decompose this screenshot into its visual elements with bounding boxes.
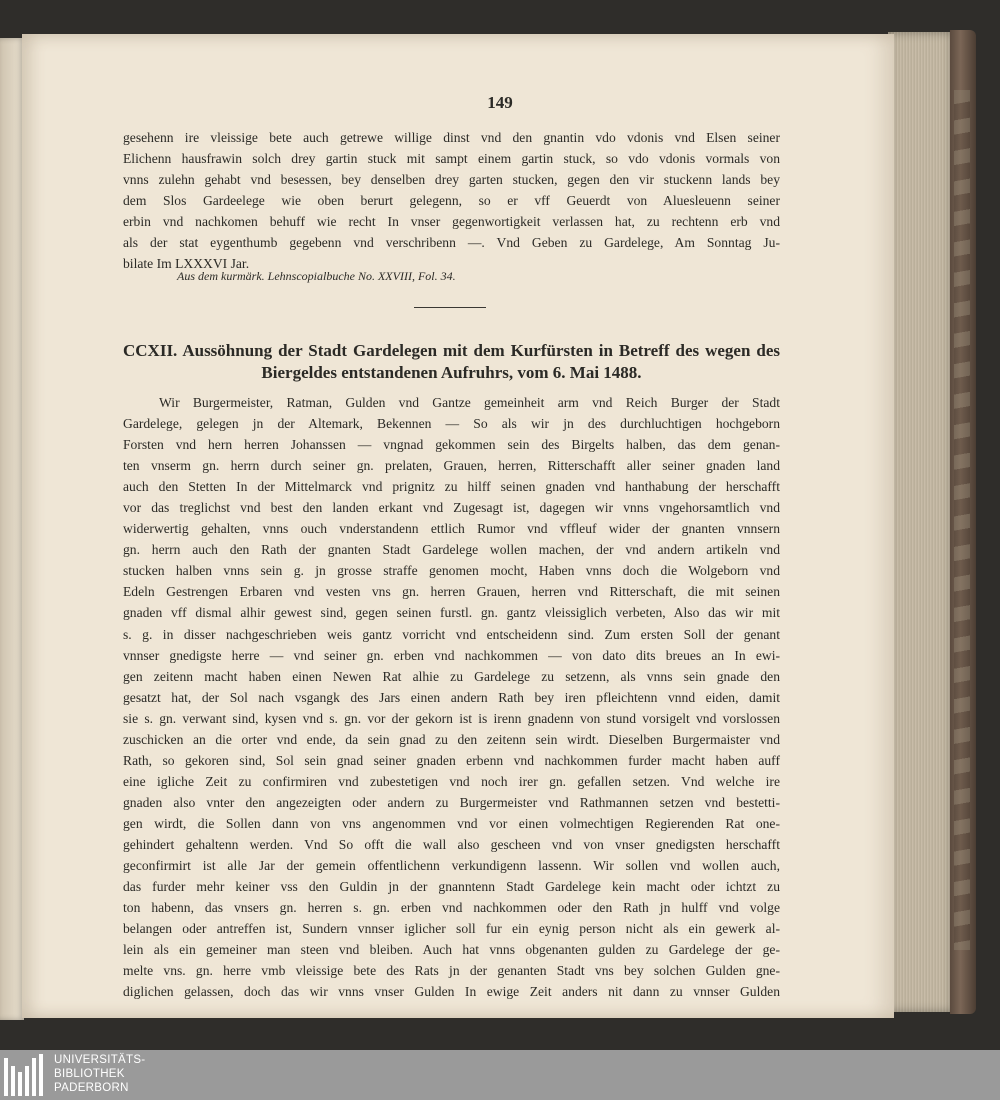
text-line: lein als ein gemeiner man steen vnd bleiben. Auch hat vnns obgenanten gulden zu Gardelege der ge- [123,942,780,958]
text-line: dem Slos Gardeelege wie oben berurt gelegenn, so er vff Geuerdt von Aluesleuenn seiner [123,193,780,209]
top-paragraph [123,127,780,274]
book-fore-edge [888,32,952,1012]
text-line: Wir Burgermeister, Ratman, Gulden vnd Gantze gemeinheit arm vnd Reich Burger der Stadt [159,395,780,410]
text-line: Gardelege, gelegen jn der Altemark, Bekennen — So als wir jn des durchluchtigen hochgeborn [123,416,780,432]
text-line: ton habenn, das vnsers gn. herren s. gn. erben vnd nachkommen oder den Rath jn hulff vnd volge [123,900,780,916]
left-page-edge [0,38,24,1020]
library-name-line: PADERBORN [54,1082,129,1094]
library-logo-icon [4,1054,46,1096]
page-number: 149 [487,93,513,112]
text-line: belangen oder antreffen ist, Sundern vnnser iglicher soll fur ein eynig person nicht als ein gewerk al- [123,921,780,937]
text-line: geconfirmirt ist alle Jar der gemein offentlichenn verkundigenn lassenn. Wir sollen vnd wollen auch, [123,858,780,874]
text-line: auch den Stetten In der Mittelmarck vnd prignitz zu hilff seinen gnaden vnd hanthabung der herschafft [123,479,780,495]
text-line: gnaden vff dismal alhir gewest sind, gegen seinen furstl. gn. gantz vleissiglich verbeten, Also das wir mit [123,605,780,621]
text-line: bilate Im LXXXVI Jar. [123,256,250,272]
library-name-line: BIBLIOTHEK [54,1068,125,1080]
library-name-line: UNIVERSITÄTS- [54,1054,146,1066]
text-line: widerwertig gehalten, vnns ouch vnderstandenn ettlich Rumor vnd vffleuf wider der gnanten vnnsern [123,521,780,537]
text-line: s. g. in disser nachgeschrieben weis gantz vorricht vnd entscheidenn sind. Zum ersten Soll der genant [123,626,780,642]
text-line: gehindert gehaltenn werden. Vnd So offt die wall also gescheen vnd von vnser gnedigsten herschafft [123,836,780,852]
text-line: Edeln Gestrengen Erbaren vnd vesten vns gn. herren Grauen, herren vnd Ritterschaft, die mit seinen [123,584,780,600]
heading-line-1: CCXII. Aussöhnung der Stadt Gardelegen mit dem Kurfürsten in Betreff des wegen des [123,341,780,360]
text-line: gen wirdt, die Sollen dann von vns angenommen vnd vor einen volmechtigen Regierenden Rat one- [123,815,780,831]
text-line: vnnser gnedigste herre — vnd seiner gn. erben vnd nachkommen — von dato dits breues an In ewi- [123,647,780,663]
text-line: erbin vnd nachkomen behuff wie recht In vnser gegenwortigkeit verlassen hat, zu rechtenn erb vnd [123,214,780,230]
text-line: gesatzt hat, der Sol nach vsgangk des Jars einen andern Rath bey iren pfleichtenn vnnd eiden, damit [123,689,780,705]
heading-line-2: Biergeldes entstandenen Aufruhrs, vom 6. Mai 1488. [261,363,642,382]
section-divider [414,307,486,308]
source-citation: Aus dem kurmärk. Lehnscopialbuche No. XXVIII, Fol. 34. [177,269,456,283]
text-line: als der stat eygenthumb gegebenn vnd verschribenn —. Vnd Geben zu Gardelege, Am Sonntag Ju- [123,235,780,251]
text-line: gesehenn ire vleissige bete auch getrewe willige dinst vnd den gnantin vdo vdonis vnd Elsen seiner [123,130,780,145]
text-line: ten vnserm gn. herrn durch seiner gn. prelaten, Grauen, herren, Ritterschafft aller seiner gnaden land [123,458,780,474]
text-line: gn. herrn auch den Rath der gnanten Stadt Gardelege wollen machen, der vnd andern artikeln vnd [123,542,780,558]
text-line: das furder mehr keiner vss den Guldin jn der gnanntenn Stadt Gardelege kein macht oder ichtzt zu [123,879,780,895]
text-line: Forsten vnd hern herren Johanssen — vngnad gekommen sein des Birgelts halben, das dem genan- [123,437,780,453]
body-paragraph [123,392,780,1002]
text-line: sie s. gn. verwant sind, kysen vnd s. gn. vor der gekorn ist is irenn gnadenn von stund vorsigelt vnd vorslossen [123,710,780,726]
library-name [54,1053,145,1095]
text-line: zuschicken an die orter vnd ende, da sein gnad zu den zeitenn sein wirdt. Dieselben Burgermaister vnd [123,731,780,747]
text-line: vor das treglichst vnd best den landen erkant vnd Zugesagt ist, dagegen wir vnns vngehorsamtlich vnd [123,500,780,516]
section-heading [123,340,780,384]
book-cover-edge [950,30,976,1014]
text-line: vnns zulehn gehabt vnd besessen, bey denselben drey garten stucken, gegen den vir stuckenn lands bey [123,172,780,188]
library-footer-bar [0,1050,1000,1100]
text-line: eine igliche Zeit zu confirmiren vnd zubestetigen vnd noch irer gn. gefallen setzen. Vnd welche ire [123,773,780,789]
text-line: gen zeitenn macht haben einen Newen Rat alhie zu Gardelege zu setzenn, als vnns sein gnade den [123,668,780,684]
text-line: Rath, so gekoren sind, Sol sein gnad seiner gnaden erbenn vnd nachkommen furder macht haben auff [123,752,780,768]
text-line: gnaden also vnter den angezeigten oder andern zu Burgermeister vnd Rathmannen setzen vnd bestetti- [123,794,780,810]
text-line: melte vns. gn. herre vmb vleissige bete des Rats jn der genanten Stadt vns bey solchen Gulden gne- [123,963,780,979]
text-line: Elichenn hausfrawin solch drey gartin stuck mit sampt einem gartin stuck, so vdo vdonis vormals von [123,151,780,167]
text-line: stucken halben vnns sein g. jn grosse straffe genomen mocht, Haben vnns doch die Wolgeborn vnd [123,563,780,579]
text-line: diglichen gelassen, doch das wir vnns vnser Gulden In ewige Zeit anders nit dann zu vnnser Gulden [123,984,780,1000]
